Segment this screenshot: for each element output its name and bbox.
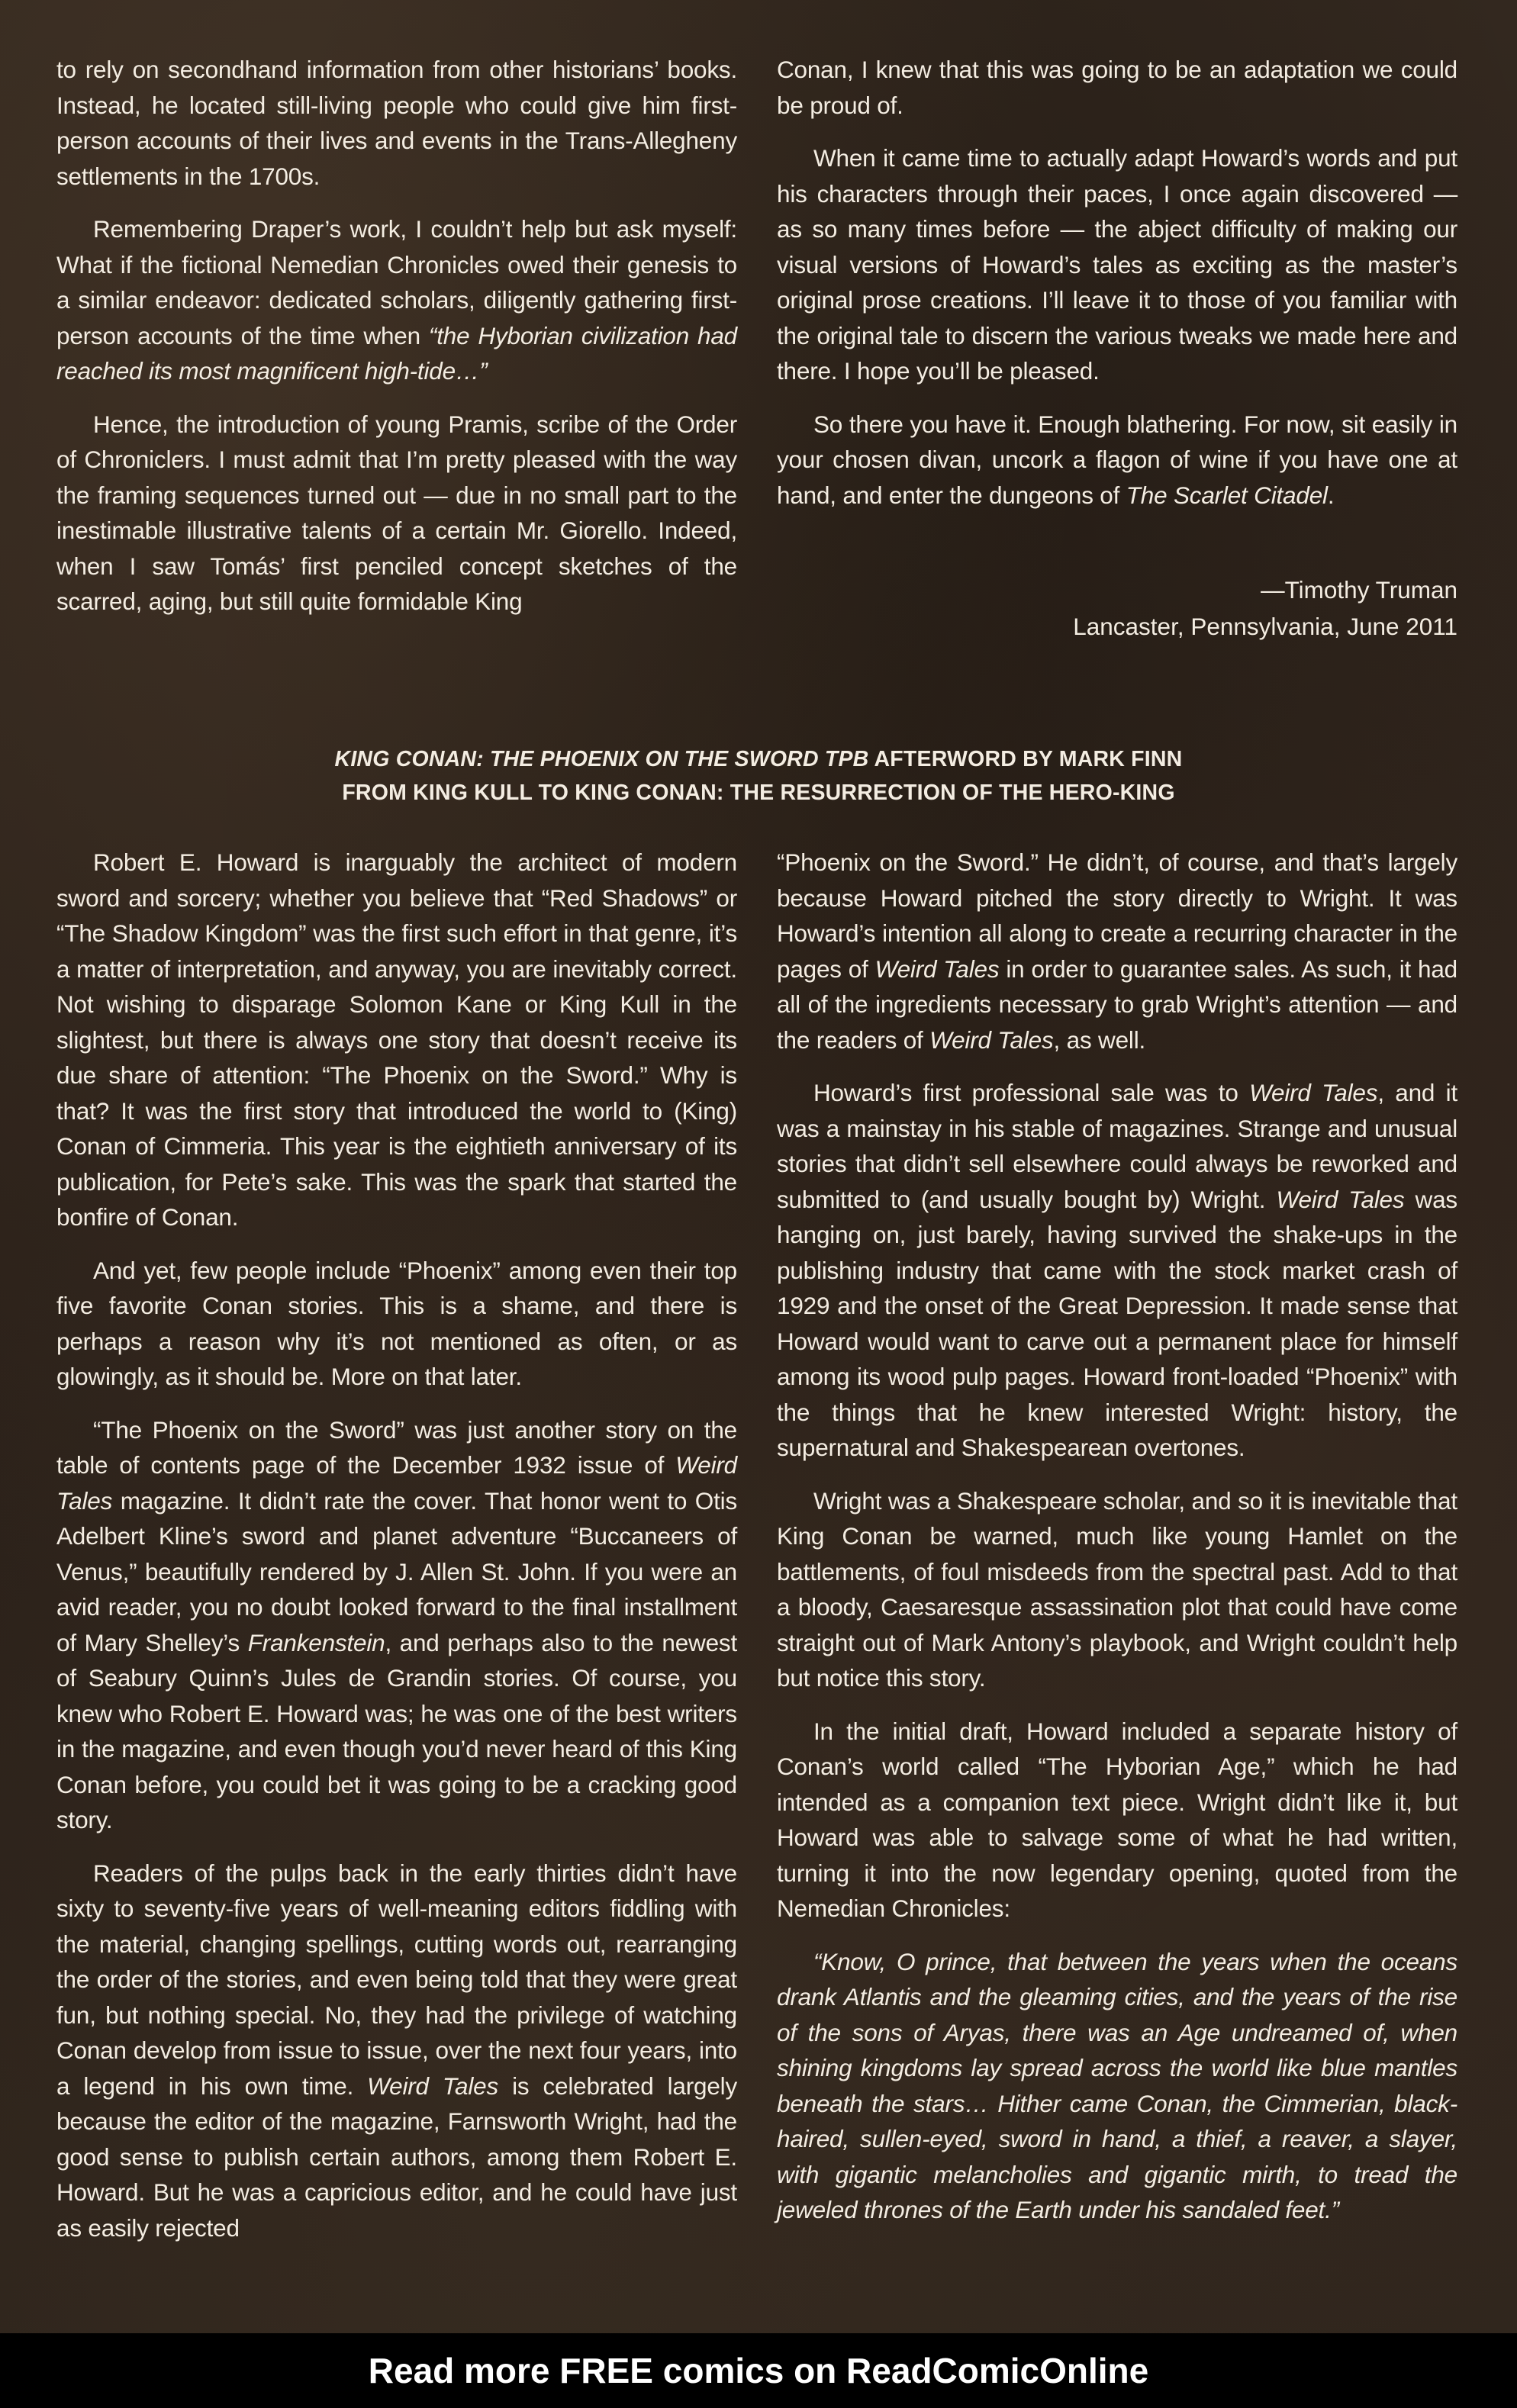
paragraph-text: was hanging on, just barely, having survived the shake-ups in the publishing industry that came with the stock market crash of 1929 and the onset of the Great Depression. It made sense that Howard would want to carve out a permanent place for himself among its wood pulp pages. Howard front-loaded “Phoenix” with the things that he knew interested Wright: history, the supernatural and Shakespearean overtones. (777, 1185, 1457, 1461)
paragraph-text: . (1327, 481, 1335, 509)
afterword-heading (0, 742, 1517, 810)
magazine-title: Weird Tales (1276, 1185, 1405, 1213)
paragraph: Hence, the introduction of young Pramis, scribe of the Order of Chroniclers. I must admit that I’m pretty pleased with the way the framing sequences turned out — due in no small part to the inestimable illustrative talents of a certain Mr. Giorello. Indeed, when I saw Tomás’ first penciled concept sketches of the scarred, aging, but still quite formidable King (56, 410, 737, 615)
paragraph-text: Readers of the pulps back in the early thirties didn’t have sixty to seventy-five years of well-meaning editors fiddling with the material, changing spellings, cutting words out, rearranging the order of the stories, and even being told that they were great fun, but nothing special. No, they had the privilege of watching Conan develop from issue to issue, over the next four years, into a legend in his own time. (56, 1859, 737, 2100)
magazine-title: Weird Tales (367, 2072, 499, 2100)
paragraph-text: Howard’s first professional sale was to (813, 1079, 1250, 1106)
paragraph: When it came time to actually adapt Howard’s words and put his characters through their paces, I once again discovered — as so many times before — the abject difficulty of making our visual versions of Howard’s tales as exciting as the master’s original prose creations. I’ll leave it to those of you familiar with the original tale to discern the various tweaks we made here and there. I hope you’ll be pleased. (777, 144, 1457, 385)
opening-quote: “Know, O prince, that between the years when the oceans drank Atlantis and the gleaming cities, and the years of the rise of the sons of Aryas, there was an Age undreamed of, when shining kingdoms lay spread across the world like blue mantles beneath the stars… Hither came Conan, the Cimmerian, black-haired, sullen-eyed, sword in hand, a thief, a reaver, a slayer, with gigantic melancholies and gigantic mirth, to tread the jeweled thrones of the Earth under his sandaled feet.” (777, 1947, 1457, 2223)
book-title: The Scarlet Citadel (1126, 481, 1328, 509)
paragraph: Wright was a Shakespeare scholar, and so it is inevitable that King Conan be warned, much like young Hamlet on the battlements, of foul misdeeds from the spectral past. Add to that a bloody, Caesaresque assassination plot that could have come straight out of Mark Antony’s playbook, and Wright couldn’t help but notice this story. (777, 1486, 1457, 1692)
book-title: KING CONAN: THE PHOENIX ON THE SWORD TPB (334, 747, 869, 771)
top-left-column (56, 52, 737, 637)
paragraph-text: in order to guarantee sales. As such, it had all of the ingredients necessary to grab Wright’s attention — and the readers of (777, 955, 1457, 1054)
top-right-column (777, 52, 1457, 530)
paragraph (777, 1075, 1457, 1466)
paragraph-text: So there you have it. Enough blathering. For now, sit easily in your chosen divan, uncork a flagon of wine if you have one at hand, and enter the dungeons of (777, 410, 1457, 509)
paragraph: Conan, I knew that this was going to be an adaptation we could be proud of. (777, 56, 1457, 119)
paragraph (777, 407, 1457, 513)
magazine-title: Weird Tales (929, 1025, 1054, 1054)
bottom-left-column (56, 845, 737, 2263)
paragraph-text: , and it was a mainstay in his stable of magazines. Strange and unusual stories that didn’t sell elsewhere could always be reworked and submitted to (and usually bought by) Wright. (777, 1079, 1457, 1213)
magazine-title: Weird Tales (1249, 1079, 1378, 1106)
signoff (1073, 571, 1457, 645)
heading-line-2: FROM KING KULL TO KING CONAN: THE RESURRECTION OF THE HERO-KING (342, 781, 1175, 805)
magazine-title: Weird Tales (874, 955, 1000, 983)
paragraph-text: “Phoenix on the Sword.” He didn’t, of course, and that’s largely because Howard pitched the story directly to Wright. It was Howard’s intention all along to create a recurring character in the pages of (777, 848, 1457, 983)
paragraph (777, 845, 1457, 1058)
paragraph (56, 1412, 737, 1838)
paragraph-text: , and perhaps also to the newest of Seabury Quinn’s Jules de Grandin stories. Of course, you knew who Robert E. Howard was; he was one of the best writers in the magazine, and even though you’d never heard of this King Conan before, you could bet it was going to be a cracking good story. (56, 1628, 738, 1833)
signoff-place: Lancaster, Pennsylvania, June 2011 (1073, 613, 1457, 640)
magazine-title: Weird Tales (56, 1451, 737, 1515)
quoted-text: “the Hyborian civilization had reached its most magnificent high-tide…” (56, 321, 737, 385)
paragraph: And yet, few people include “Phoenix” among even their top five favorite Conan stories. This is a shame, and there is perhaps a reason why it’s not mentioned as often, or as glowingly, as it should be. More on that later. (56, 1256, 737, 1390)
paragraph: Robert E. Howard is inarguably the architect of modern sword and sorcery; whether you believe that “Red Shadows” or “The Shadow Kingdom” was the first such effort in that genre, it’s a matter of interpretation, and anyway, you are inevitably correct. Not wishing to disparage Solomon Kane or King Kull in the slightest, but there is always one story that doesn’t receive its due share of attention: “The Phoenix on the Sword.” Why is that? It was the first story that introduced the world to (King) Conan of Cimmeria. This year is the eightieth anniversary of its publication, for Pete’s sake. This was the spark that started the bonfire of Conan. (56, 848, 737, 1231)
paragraph (56, 1856, 737, 2246)
signoff-name: —Timothy Truman (1261, 576, 1457, 604)
paragraph (56, 211, 737, 389)
bottom-right-column (777, 845, 1457, 2245)
paragraph-text: “The Phoenix on the Sword” was just another story on the table of contents page of the December 1932 issue of (56, 1415, 737, 1479)
paragraph-text: , as well. (1053, 1025, 1146, 1054)
paragraph-text: Remembering Draper’s work, I couldn’t help but ask myself: What if the fictional Nemedian Chronicles owed their genesis to a similar endeavor: dedicated scholars, diligently gathering first-person accounts of the time when (56, 215, 737, 349)
book-title: Frankenstein (247, 1628, 385, 1656)
heading-line-1 (0, 742, 1517, 776)
footer-link-text[interactable]: Read more FREE comics on ReadComicOnline (368, 2351, 1149, 2390)
footer-banner[interactable] (0, 2333, 1517, 2408)
paragraph-text: is celebrated largely because the editor of the magazine, Farnsworth Wright, had the good sense to publish certain authors, among them Robert E. Howard. But he was a capricious editor, and he could have just as easily rejected (56, 2072, 737, 2242)
paragraph: to rely on secondhand information from other historians’ books. Instead, he located still-living people who could give him first-person accounts of their lives and events in the Trans-Allegheny settlements in the 1700s. (56, 56, 737, 190)
paragraph: In the initial draft, Howard included a separate history of Conan’s world called “The Hyborian Age,” which he had intended as a companion text piece. Wright didn’t like it, but Howard was able to salvage some of what he had written, turning it into the now legendary opening, quoted from the Nemedian Chronicles: (777, 1717, 1457, 1922)
heading-text: AFTERWORD BY MARK FINN (868, 747, 1183, 771)
paragraph-text: magazine. It didn’t rate the cover. That honor went to Otis Adelbert Kline’s sword and planet adventure “Buccaneers of Venus,” beautifully rendered by J. Allen St. John. If you were an avid reader, you no doubt looked forward to the final installment of Mary Shelley’s (56, 1486, 737, 1656)
